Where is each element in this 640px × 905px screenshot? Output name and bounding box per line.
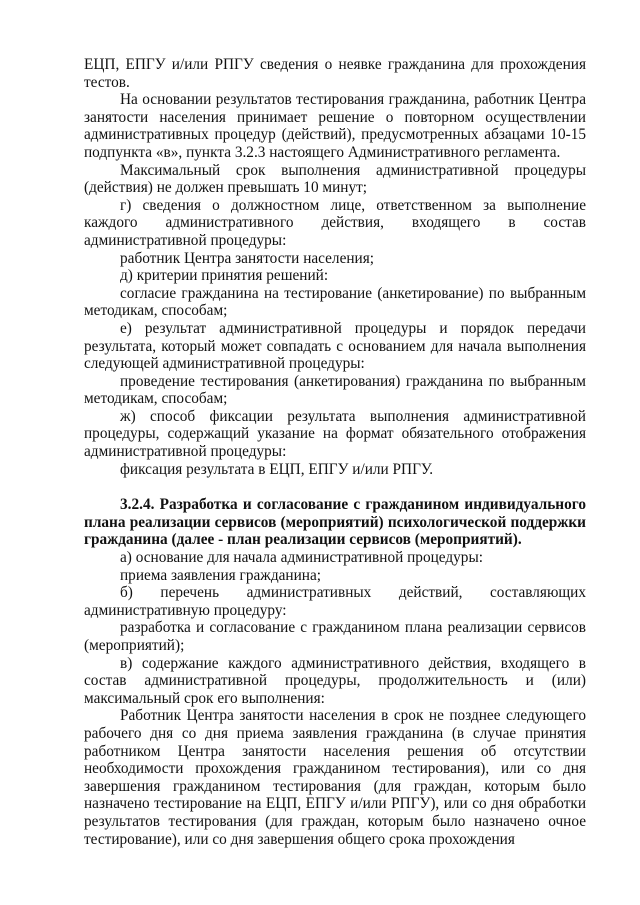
section-gap — [84, 478, 586, 496]
paragraph: работник Центра занятости населения; — [120, 249, 375, 267]
paragraph: Работник Центра занятости населения в срок не позднее следующего рабочего дня со дня приема заявления гражданина (в случае принятия работником Центра занятости населения решения об отсутствии необходимости прохождения гражданином тестирования), или со дня завершения гражданином тестирования (для граждан, которым было назначено тестирование на ЕЦП, ЕПГУ и/или РПГУ), или со дня обработки результатов тестирования (для граждан, которым было назначено очное тестирование), или со дня завершения общего срока прохождения — [84, 707, 586, 848]
paragraph-continuation: ЕЦП, ЕПГУ и/или РПГУ сведения о неявке гражданина для прохождения тестов. — [84, 56, 586, 91]
paragraph: согласие гражданина на тестирование (анкетирование) по выбранным методикам, способам; — [84, 284, 586, 320]
paragraph: приема заявления гражданина; — [120, 566, 321, 584]
paragraph: ж) способ фиксации результата выполнения административной процедуры, содержащий указание на формат обязательного отображения административной процедуры: — [84, 407, 586, 461]
paragraph: а) основание для начала административной процедуры: — [120, 549, 483, 567]
paragraph: б) перечень административных действий, составляющих административную процедуру: — [84, 584, 586, 619]
paragraph: фиксация результата в ЕЦП, ЕПГУ и/или РПГУ. — [120, 460, 434, 478]
section-heading: 3.2.4. Разработка и согласование с гражданином индивидуального плана реализации сервисов (мероприятий) психологической поддержки гражданина (далее - план реализации сервисов (мероприятий). — [84, 496, 586, 549]
paragraph: в) содержание каждого административного действия, входящего в состав административной процедуры, продолжительность и (или) максимальный срок его выполнения: — [84, 654, 586, 707]
paragraph: На основании результатов тестирования гражданина, работник Центра занятости населения принимает решение о повторном осуществлении административных процедур (действий), предусмотренных абзацами 10-15 подпункта «в», пункта 3.2.3 настоящего Административного регламента. — [84, 91, 586, 161]
paragraph: д) критерии принятия решений: — [120, 267, 329, 285]
paragraph: разработка и согласование с гражданином плана реализации сервисов (мероприятий); — [84, 619, 586, 654]
paragraph: е) результат административной процедуры и порядок передачи результата, который может совпадать с основанием для начала выполнения следующей административной процедуры: — [84, 319, 586, 373]
paragraph: проведение тестирования (анкетирования) гражданина по выбранным методикам, способам; — [84, 372, 586, 408]
paragraph: Максимальный срок выполнения административной процедуры (действия) не должен превышать 10 минут; — [84, 161, 586, 197]
paragraph: г) сведения о должностном лице, ответственном за выполнение каждого административного действия, входящего в состав административной процедуры: — [84, 196, 586, 249]
